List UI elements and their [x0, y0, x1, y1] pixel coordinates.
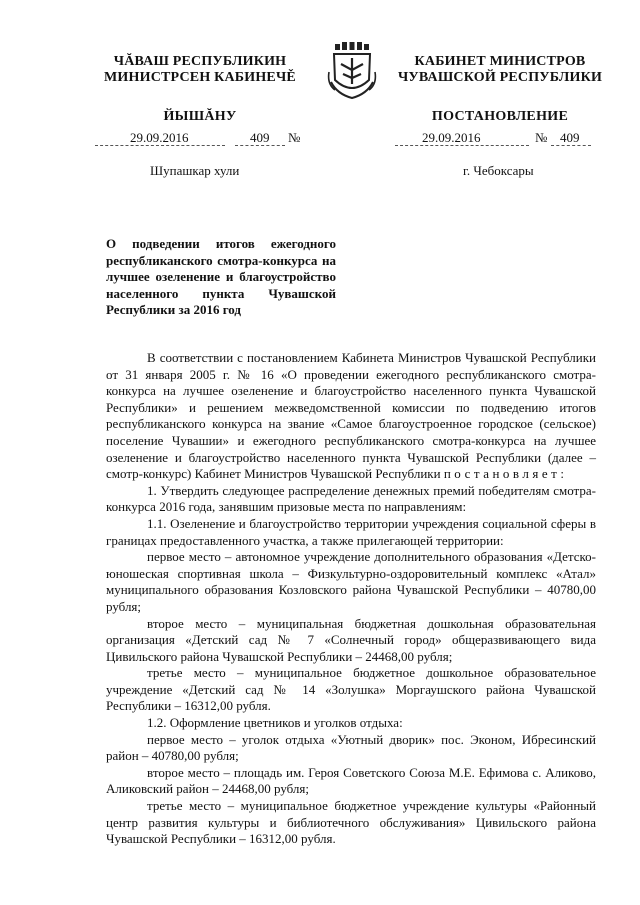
left-date: 29.09.2016: [130, 130, 189, 145]
right-header: [385, 54, 615, 125]
right-doctype: ПОСТАНОВЛЕНИЕ: [431, 109, 569, 124]
left-date-line: [95, 130, 315, 146]
paragraph-1-2-first: первое место – уголок отдыха «Уютный дворик» пос. Эконом, Ибресинский район – 40780,00 рубля;: [106, 731, 596, 764]
paragraph-1-1: 1.1. Озеленение и благоустройство территории учреждения социальной сферы в границах предоставленного участка, а также прилегающей территории:: [106, 515, 596, 548]
right-number-sign: №: [535, 130, 548, 145]
chuvash-emblem-icon: [327, 42, 377, 100]
paragraph-1-1-second: второе место – муниципальная бюджетная дошкольная образовательная организация «Детский сад № 7 «Солнечный город» общеразвивающего вида Цивильского района Чувашской Республики – 24468,00 рубля;: [106, 615, 596, 664]
left-date-underline: [95, 145, 225, 146]
paragraph-1-1-first: первое место – автономное учреждение дополнительного образования «Детско-юношеская спортивная школа – Физкультурно-оздоровительный комплекс «Атал» муниципального образования Козловского района Чувашской Республики – 40780,00 рубля;: [106, 549, 596, 614]
document-title: О подведении итогов ежегодного республиканского смотра-конкурса на лучшее озеленение и благоустройство населенного пункта Чувашской Республики за 2016 год: [106, 236, 336, 317]
right-org-line1: КАБИНЕТ МИНИСТРОВ: [414, 54, 586, 69]
left-org-line2: МИНИСТРСЕН КАБИНЕЧĚ: [104, 70, 296, 85]
left-number-sign: №: [288, 130, 301, 145]
decree-word: постановляет:: [443, 466, 568, 482]
left-header: [85, 54, 315, 125]
paragraph-1-1-third: третье место – муниципальное бюджетное дошкольное образовательное учреждение «Детский сад № 14 «Золушка» Моргаушского района Чувашской Республики – 16312,00 рубля.: [106, 665, 596, 714]
paragraph-1-2-third: третье место – муниципальное бюджетное учреждение культуры «Районный центр развития культуры и библиотечного обслуживания» Цивильского района Чувашской Республики – 16312,00 рубля.: [106, 798, 596, 847]
right-number-underline: [551, 145, 591, 146]
paragraph-1-2-second: второе место – площадь им. Героя Советского Союза М.Е. Ефимова с. Аликово, Аликовский район – 24468,00 рубля;: [106, 764, 596, 797]
left-doctype: ЙЫШĂНУ: [163, 109, 237, 124]
left-number: 409: [250, 130, 270, 145]
right-date: 29.09.2016: [422, 130, 481, 145]
left-org-line1: ЧĂВАШ РЕСПУБЛИКИН: [113, 54, 287, 69]
intro-text: В соответствии с постановлением Кабинета Министров Чувашской Республики от 31 января 2005 г. № 16 «О проведении ежегодного республиканского смотра-конкурса на лучшее озеленение и благоустройство населенного пункта Чувашской Республики» и решением межведомственной комиссии по подведению итогов республиканского конкурса на звание «Самое благоустроенное городское (сельское) поселение Чувашии» и ежегодного республиканского смотра-конкурса на лучшее озеленение и благоустройство населенного пункта Чувашской Республики (далее – смотр-конкурс) Кабинет Министров Чувашской Республики: [106, 350, 596, 482]
right-date-underline: [395, 145, 529, 146]
left-place: Шупашкар хули: [150, 163, 240, 178]
right-date-line: [395, 130, 595, 146]
document-body: [106, 350, 596, 848]
right-org-line2: ЧУВАШСКОЙ РЕСПУБЛИКИ: [397, 70, 603, 85]
right-place: г. Чебоксары: [463, 163, 534, 178]
left-number-underline: [235, 145, 285, 146]
right-number: 409: [560, 130, 580, 145]
paragraph-1: 1. Утвердить следующее распределение денежных премий победителям смотра-конкурса 2016 года, занявшим призовые места по направлениям:: [106, 482, 596, 515]
paragraph-1-2: 1.2. Оформление цветников и уголков отдыха:: [147, 715, 403, 731]
intro-paragraph: [106, 350, 596, 483]
